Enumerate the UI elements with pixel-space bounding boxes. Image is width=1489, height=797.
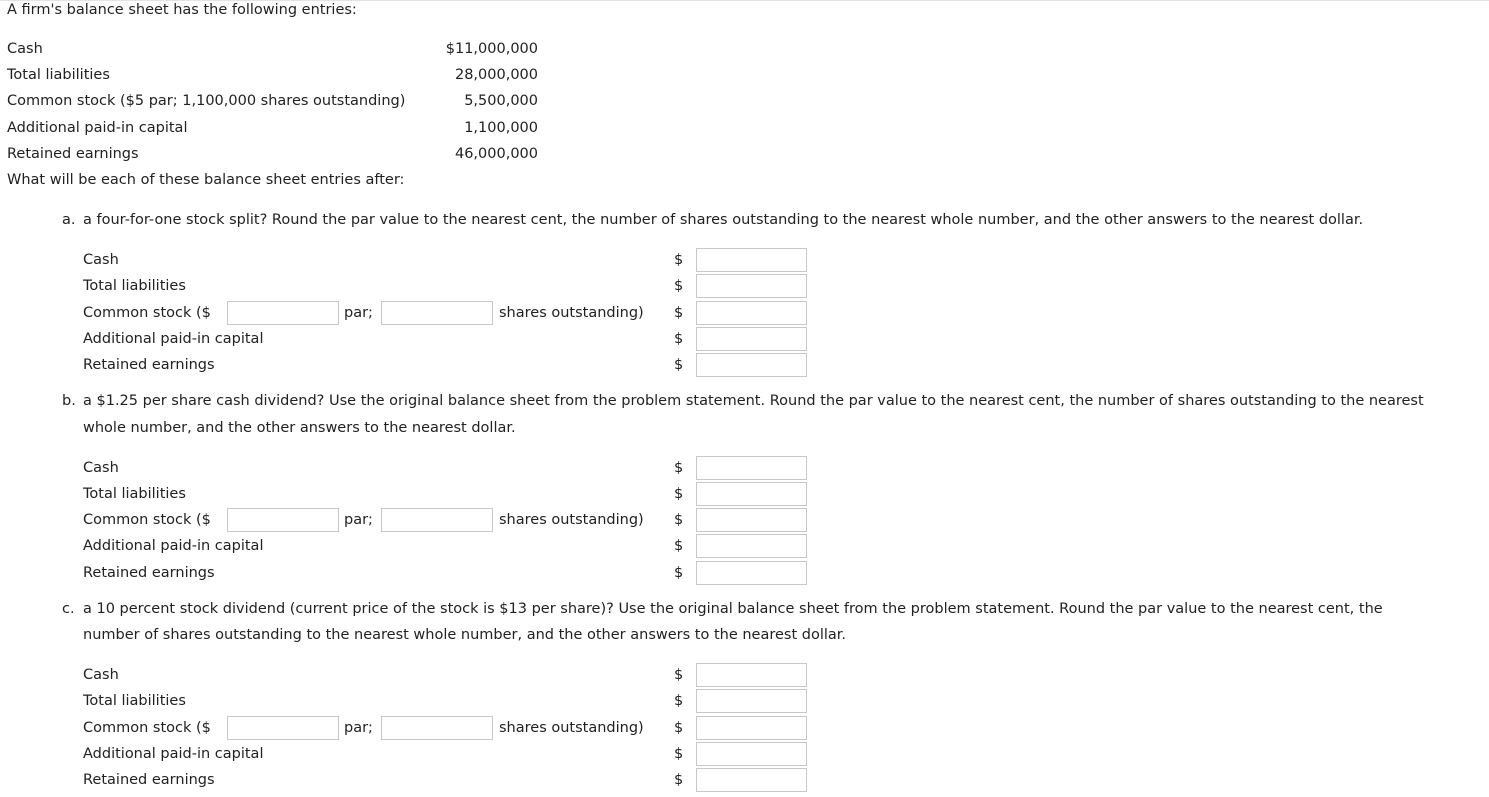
bs-retained-value: 46,000,000 [454,146,538,162]
part-b-par-text: par; [344,512,373,528]
part-c-letter: c. [62,601,75,617]
part-b-retained-input[interactable] [696,561,807,585]
part-b-prompt-line-2: whole number, and the other answers to the nearest dollar. [83,420,516,436]
part-a-liabilities-dollar: $ [674,278,684,294]
part-b-common-dollar: $ [674,512,684,528]
part-a-common-input[interactable] [696,301,807,325]
part-b-letter: b. [62,393,76,409]
part-a-retained-label: Retained earnings [83,357,215,373]
part-c-retained-dollar: $ [674,772,684,788]
bs-common-label: Common stock ($5 par; 1,100,000 shares outstanding) [7,93,406,109]
part-a-shares-input[interactable] [381,301,493,325]
part-a-common-label: Common stock ($ [83,305,211,321]
part-b-par-input[interactable] [227,508,339,532]
part-b-cash-dollar: $ [674,460,684,476]
part-c-common-input[interactable] [696,716,807,740]
part-b-liabilities-dollar: $ [674,486,684,502]
part-a-apic-label: Additional paid-in capital [83,331,264,347]
part-b-cash-label: Cash [83,460,119,476]
part-a-par-text: par; [344,305,373,321]
part-c-apic-label: Additional paid-in capital [83,746,264,762]
part-a-cash-dollar: $ [674,252,684,268]
part-c-common-label: Common stock ($ [83,720,211,736]
part-a-liabilities-input[interactable] [696,274,807,298]
bs-cash-label: Cash [7,41,43,57]
part-c-prompt-line-2: number of shares outstanding to the nearest whole number, and the other answers to the nearest dollar. [83,627,847,643]
part-b-liabilities-input[interactable] [696,482,807,506]
intro-text: A firm's balance sheet has the following entries: [7,2,357,18]
part-c-prompt-line-1: a 10 percent stock dividend (current price of the stock is $13 per share)? Use the original balance sheet from the problem statement. Round the par value to the nearest cent, the [83,601,1383,617]
part-b-apic-input[interactable] [696,534,807,558]
part-a-retained-dollar: $ [674,357,684,373]
part-c-common-dollar: $ [674,720,684,736]
part-c-liabilities-dollar: $ [674,693,684,709]
part-b-cash-input[interactable] [696,456,807,480]
part-b-common-label: Common stock ($ [83,512,211,528]
part-b-apic-dollar: $ [674,538,684,554]
part-a-apic-input[interactable] [696,327,807,351]
part-a-prompt-line-1: a four-for-one stock split? Round the par value to the nearest cent, the number of shares outstanding to the nearest whole number, and the other answers to the nearest dollar. [83,212,1364,228]
part-c-par-text: par; [344,720,373,736]
part-b-apic-label: Additional paid-in capital [83,538,264,554]
bs-cash-value: $11,000,000 [445,41,538,57]
part-c-liabilities-label: Total liabilities [83,693,186,709]
part-a-shares-text: shares outstanding) [499,305,644,321]
bs-apic-value: 1,100,000 [464,120,538,136]
part-a-letter: a. [62,212,76,228]
part-c-cash-label: Cash [83,667,119,683]
part-c-retained-label: Retained earnings [83,772,215,788]
part-a-apic-dollar: $ [674,331,684,347]
bs-common-value: 5,500,000 [464,93,538,109]
part-c-shares-input[interactable] [381,716,493,740]
part-c-shares-text: shares outstanding) [499,720,644,736]
part-c-liabilities-input[interactable] [696,689,807,713]
bs-liabilities-value: 28,000,000 [454,67,538,83]
part-a-liabilities-label: Total liabilities [83,278,186,294]
part-c-par-input[interactable] [227,716,339,740]
part-b-common-input[interactable] [696,508,807,532]
part-a-cash-input[interactable] [696,248,807,272]
part-c-retained-input[interactable] [696,768,807,792]
part-a-retained-input[interactable] [696,353,807,377]
part-c-apic-dollar: $ [674,746,684,762]
part-b-prompt-line-1: a $1.25 per share cash dividend? Use the original balance sheet from the problem statement. Round the par value to the nearest cent, the number of shares outstanding to the nearest [83,393,1424,409]
bs-retained-label: Retained earnings [7,146,139,162]
bs-liabilities-label: Total liabilities [7,67,110,83]
bs-apic-label: Additional paid-in capital [7,120,188,136]
part-b-retained-label: Retained earnings [83,565,215,581]
question-text: What will be each of these balance sheet entries after: [7,172,405,188]
part-a-par-input[interactable] [227,301,339,325]
part-a-common-dollar: $ [674,305,684,321]
part-b-retained-dollar: $ [674,565,684,581]
part-c-cash-input[interactable] [696,663,807,687]
part-b-shares-text: shares outstanding) [499,512,644,528]
part-b-shares-input[interactable] [381,508,493,532]
part-c-cash-dollar: $ [674,667,684,683]
part-c-apic-input[interactable] [696,742,807,766]
part-b-liabilities-label: Total liabilities [83,486,186,502]
part-a-cash-label: Cash [83,252,119,268]
